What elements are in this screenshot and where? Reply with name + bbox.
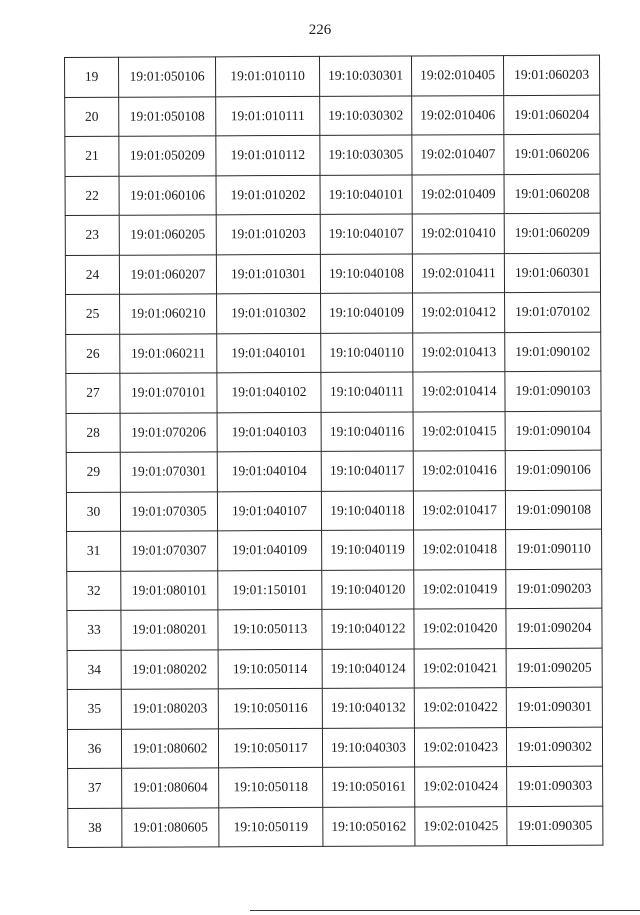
cadastral-number-cell: 19:02:010425 <box>415 806 507 846</box>
row-number-cell: 20 <box>65 97 119 137</box>
cadastral-number-cell: 19:10:030302 <box>320 95 412 135</box>
cadastral-number-cell: 19:01:080605 <box>122 807 219 847</box>
cadastral-number-cell: 19:01:060209 <box>504 213 600 253</box>
cadastral-number-cell: 19:10:040109 <box>321 293 413 333</box>
table-row <box>67 648 602 690</box>
cadastral-number-cell: 19:01:080604 <box>122 768 219 808</box>
cadastral-number-cell: 19:02:010419 <box>414 569 506 609</box>
row-number-cell: 25 <box>66 294 120 334</box>
cadastral-number-cell: 19:02:010406 <box>412 95 504 135</box>
cadastral-number-cell: 19:10:040119 <box>322 530 414 570</box>
cadastral-number-cell: 19:10:050161 <box>323 767 415 807</box>
cadastral-number-cell: 19:01:090110 <box>506 529 602 569</box>
cadastral-number-cell: 19:02:010410 <box>412 214 504 254</box>
cadastral-number-cell: 19:01:060205 <box>119 215 216 255</box>
cadastral-number-cell: 19:01:060211 <box>120 333 217 373</box>
cadastral-number-cell: 19:01:060207 <box>119 254 216 294</box>
cadastral-number-cell: 19:01:010203 <box>216 214 320 254</box>
cadastral-number-cell: 19:01:060106 <box>119 175 216 215</box>
cadastral-number-cell: 19:01:040103 <box>217 412 321 452</box>
cadastral-number-cell: 19:01:010112 <box>216 135 320 175</box>
table-row <box>65 134 600 176</box>
cadastral-number-cell: 19:10:050113 <box>218 609 322 649</box>
cadastral-number-cell: 19:01:080201 <box>121 610 218 650</box>
cadastral-number-cell: 19:01:090205 <box>506 648 602 688</box>
cadastral-number-cell: 19:10:050162 <box>323 806 415 846</box>
table-row <box>68 766 603 808</box>
cadastral-number-cell: 19:10:040117 <box>321 451 413 491</box>
cadastral-number-cell: 19:10:030305 <box>320 135 412 175</box>
cadastral-number-cell: 19:10:040124 <box>322 648 414 688</box>
cadastral-number-cell: 19:02:010412 <box>413 293 505 333</box>
cadastral-number-cell: 19:01:070305 <box>120 491 217 531</box>
cadastral-number-cell: 19:02:010416 <box>413 451 505 491</box>
row-number-cell: 23 <box>65 215 119 255</box>
cadastral-number-cell: 19:10:050119 <box>219 807 323 847</box>
cadastral-number-cell: 19:01:080202 <box>121 649 218 689</box>
cadastral-number-cell: 19:01:090106 <box>505 450 601 490</box>
cadastral-number-cell: 19:02:010405 <box>411 56 503 96</box>
cadastral-number-cell: 19:01:090204 <box>506 608 602 648</box>
cadastral-number-cell: 19:01:060301 <box>504 253 600 293</box>
cadastral-number-cell: 19:10:040116 <box>321 411 413 451</box>
row-number-cell: 24 <box>65 255 119 295</box>
cadastral-number-cell: 19:02:010414 <box>413 372 505 412</box>
cadastral-number-cell: 19:10:040120 <box>322 569 414 609</box>
cadastral-number-cell: 19:01:040104 <box>217 451 321 491</box>
cadastral-number-cell: 19:02:010411 <box>412 253 504 293</box>
cadastral-number-cell: 19:01:050106 <box>119 57 216 97</box>
cadastral-number-cell: 19:01:040102 <box>217 372 321 412</box>
cadastral-number-cell: 19:01:150101 <box>218 570 322 610</box>
row-number-cell: 38 <box>68 808 122 848</box>
cadastral-number-cell: 19:01:010302 <box>217 293 321 333</box>
cadastral-number-cell: 19:02:010409 <box>412 174 504 214</box>
row-number-cell: 34 <box>67 650 121 690</box>
cadastral-number-cell: 19:10:040122 <box>322 609 414 649</box>
table-row <box>65 55 600 97</box>
table-row <box>65 95 600 137</box>
cadastral-number-cell: 19:01:010202 <box>216 175 320 215</box>
cadastral-number-cell: 19:01:090108 <box>505 490 601 530</box>
cadastral-number-cell: 19:01:070307 <box>121 531 218 571</box>
row-number-cell: 33 <box>67 610 121 650</box>
table-row <box>67 687 602 729</box>
cadastral-number-cell: 19:01:060210 <box>120 294 217 334</box>
cadastral-number-cell: 19:01:090301 <box>506 687 602 727</box>
cadastral-number-cell: 19:10:040101 <box>320 174 412 214</box>
row-number-cell: 19 <box>65 57 119 97</box>
row-number-cell: 36 <box>67 729 121 769</box>
cadastral-number-cell: 19:01:050209 <box>119 136 216 176</box>
row-number-cell: 22 <box>65 176 119 216</box>
table-row <box>67 727 602 769</box>
cadastral-number-cell: 19:01:060208 <box>504 174 600 214</box>
table-row <box>67 569 602 611</box>
table-row <box>68 806 603 848</box>
cadastral-number-cell: 19:01:070301 <box>120 452 217 492</box>
scan-edge-line <box>250 910 640 911</box>
cadastral-number-cell: 19:01:010111 <box>216 96 320 136</box>
cadastral-number-cell: 19:10:050117 <box>218 728 322 768</box>
cadastral-number-cell: 19:01:090203 <box>506 569 602 609</box>
cadastral-number-cell: 19:02:010418 <box>414 530 506 570</box>
cadastral-number-cell: 19:10:040118 <box>321 490 413 530</box>
row-number-cell: 28 <box>66 413 120 453</box>
cadastral-number-cell: 19:02:010423 <box>414 727 506 767</box>
table-row <box>66 411 601 453</box>
page-number: 226 <box>308 22 332 38</box>
cadastral-number-cell: 19:02:010413 <box>413 332 505 372</box>
cadastral-number-cell: 19:01:040107 <box>217 491 321 531</box>
row-number-cell: 32 <box>67 571 121 611</box>
cadastral-number-cell: 19:01:090103 <box>505 371 601 411</box>
cadastral-number-cell: 19:01:010110 <box>216 56 320 96</box>
row-number-cell: 27 <box>66 373 120 413</box>
cadastral-number-cell: 19:01:070206 <box>120 412 217 452</box>
cadastral-number-cell: 19:02:010415 <box>413 411 505 451</box>
cadastral-number-cell: 19:10:040303 <box>322 727 414 767</box>
row-number-cell: 21 <box>65 136 119 176</box>
table-row <box>66 371 601 413</box>
cadastral-number-cell: 19:01:040109 <box>218 530 322 570</box>
table-row <box>67 529 602 571</box>
cadastral-number-cell: 19:01:090102 <box>505 332 601 372</box>
cadastral-number-cell: 19:02:010421 <box>414 648 506 688</box>
cadastral-number-cell: 19:10:040132 <box>322 688 414 728</box>
cadastral-number-cell: 19:01:070102 <box>505 292 601 332</box>
table-row <box>65 174 600 216</box>
cadastral-number-cell: 19:02:010424 <box>415 767 507 807</box>
cadastral-number-cell: 19:02:010420 <box>414 609 506 649</box>
table-row <box>66 332 601 374</box>
cadastral-number-cell: 19:01:090104 <box>505 411 601 451</box>
cadastral-number-cell: 19:10:040107 <box>320 214 412 254</box>
cadastral-number-cell: 19:10:050114 <box>218 649 322 689</box>
table-row <box>66 292 601 334</box>
cadastral-number-cell: 19:10:030301 <box>319 56 411 96</box>
cadastral-number-cell: 19:10:040111 <box>321 372 413 412</box>
cadastral-number-cell: 19:01:050108 <box>119 96 216 136</box>
cadastral-number-cell: 19:01:080203 <box>121 689 218 729</box>
cadastral-number-cell: 19:10:040108 <box>320 253 412 293</box>
cadastral-number-cell: 19:10:050118 <box>219 767 323 807</box>
row-number-cell: 29 <box>66 452 120 492</box>
cadastral-number-cell: 19:10:050116 <box>218 688 322 728</box>
cadastral-number-cell: 19:01:060203 <box>503 55 599 95</box>
cadastral-number-table <box>64 55 603 848</box>
cadastral-number-cell: 19:02:010407 <box>412 135 504 175</box>
cadastral-number-cell: 19:01:090305 <box>507 806 603 846</box>
row-number-cell: 30 <box>66 492 120 532</box>
cadastral-number-cell: 19:10:040110 <box>321 332 413 372</box>
cadastral-number-cell: 19:01:010301 <box>216 254 320 294</box>
table-row <box>65 253 600 295</box>
cadastral-number-cell: 19:02:010417 <box>413 490 505 530</box>
table-row <box>65 213 600 255</box>
cadastral-number-cell: 19:01:060204 <box>504 95 600 135</box>
cadastral-number-cell: 19:01:040101 <box>217 333 321 373</box>
table-body <box>65 55 603 847</box>
table-row <box>66 490 601 532</box>
cadastral-number-cell: 19:01:090303 <box>507 766 603 806</box>
row-number-cell: 37 <box>68 768 122 808</box>
cadastral-number-cell: 19:01:070101 <box>120 373 217 413</box>
cadastral-number-cell: 19:01:080602 <box>121 728 218 768</box>
table-row <box>67 608 602 650</box>
cadastral-number-cell: 19:01:090302 <box>506 727 602 767</box>
cadastral-number-cell: 19:02:010422 <box>414 688 506 728</box>
cadastral-number-cell: 19:01:080101 <box>121 570 218 610</box>
row-number-cell: 31 <box>67 531 121 571</box>
table-row <box>66 450 601 492</box>
row-number-cell: 35 <box>67 689 121 729</box>
row-number-cell: 26 <box>66 334 120 374</box>
cadastral-number-cell: 19:01:060206 <box>504 134 600 174</box>
